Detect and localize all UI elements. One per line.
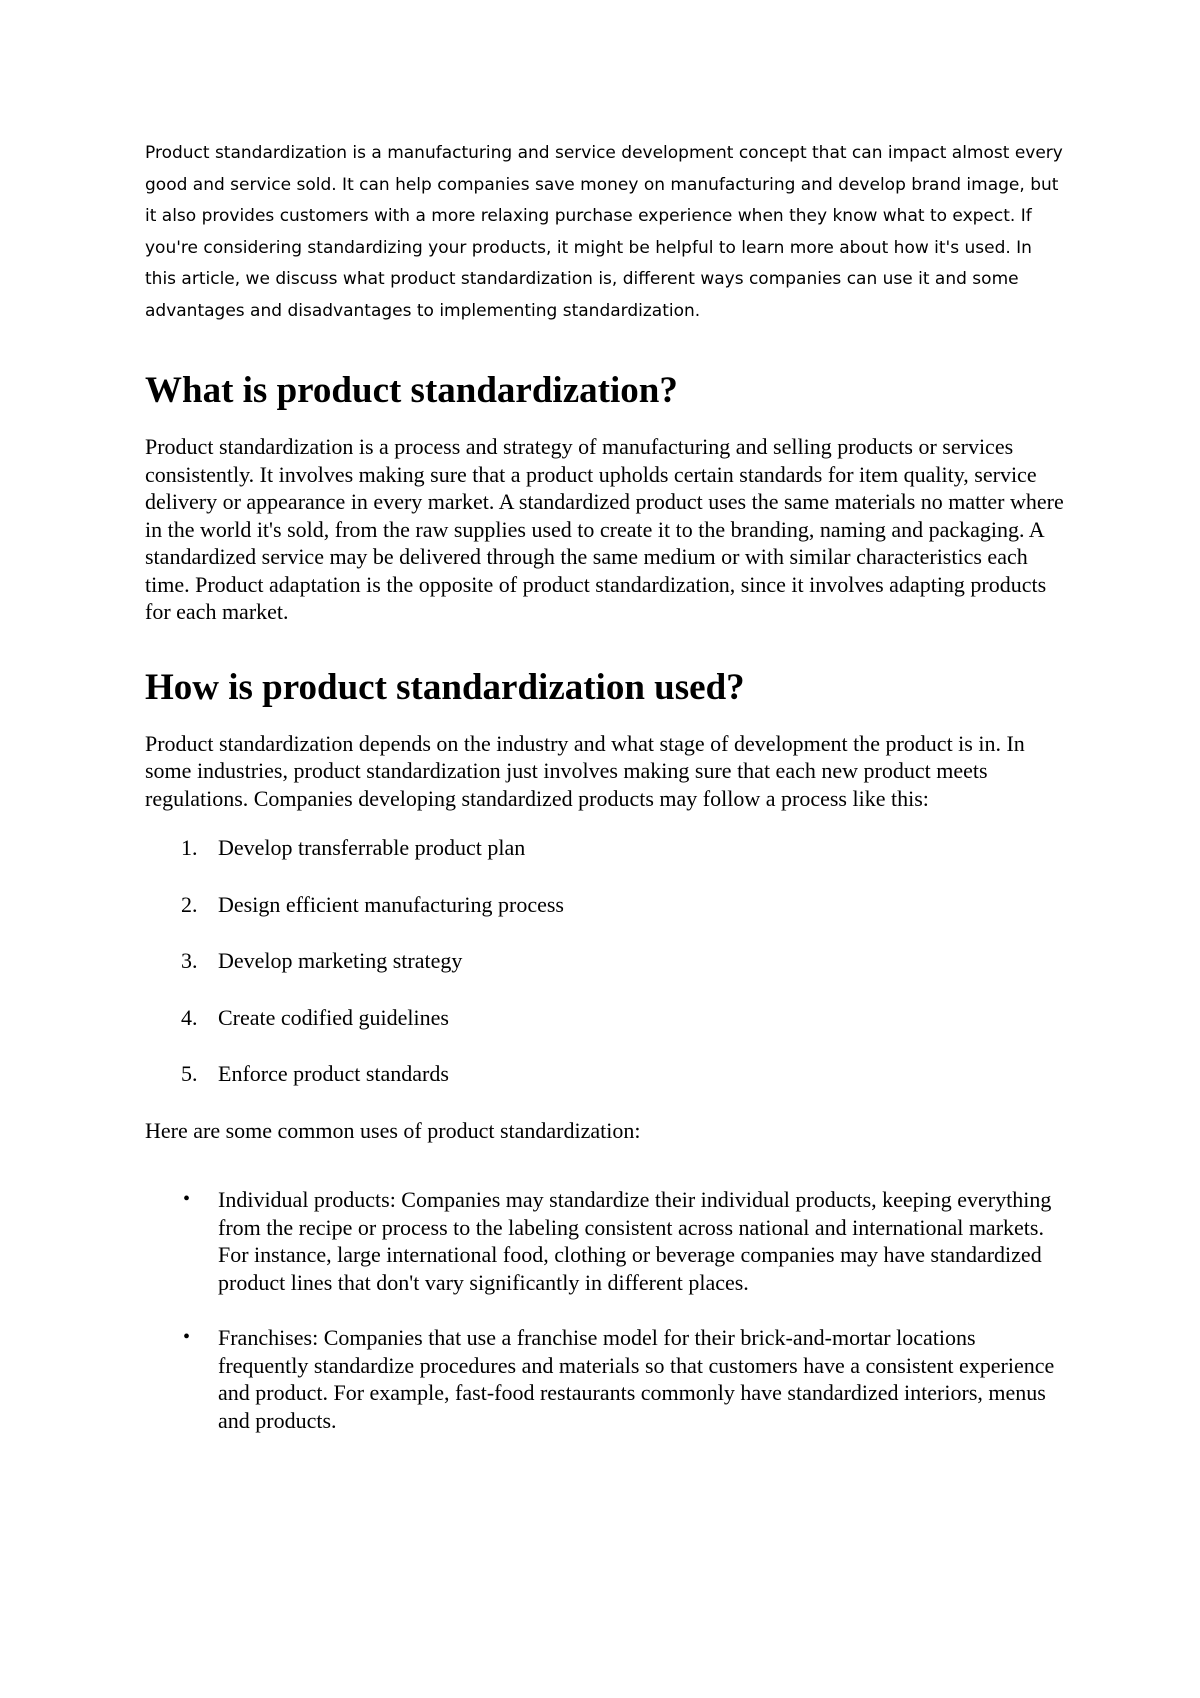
section-heading-how: How is product standardization used? <box>145 666 745 708</box>
list-item-text: Individual products: Companies may standardize their individual products, keeping everything from the recipe or process to the labeling consistent across national and international markets. For instance, large international food, clothing or beverage companies may have standardized product lines that don't vary significantly in different places. <box>218 1187 1052 1295</box>
list-item <box>145 947 1065 975</box>
bullet-icon: • <box>183 1326 191 1348</box>
section-body-what: Product standardization is a process and strategy of manufacturing and selling products or services consistently. It involves making sure that a product upholds certain standards for item quality, service delivery or appearance in every market. A standardized product uses the same materials no matter where in the world it's sold, from the raw supplies used to create it to the branding, naming and packaging. A standardized service may be delivered through the same medium or with similar characteristics each time. Product adaptation is the opposite of product standardization, since it involves adapting products for each market. <box>145 434 1064 624</box>
list-item <box>145 1004 1065 1032</box>
section-body-how: Product standardization depends on the industry and what stage of development the product is in. In some industries, product standardization just involves making sure that each new product meets regulations. Companies developing standardized products may follow a process like this: <box>145 730 1025 811</box>
list-item <box>145 1186 1065 1296</box>
section-heading-what: What is product standardization? <box>145 370 678 411</box>
list-number: 1. <box>181 835 198 860</box>
list-number: 3. <box>181 948 198 973</box>
list-item-text: Franchises: Companies that use a franchise model for their brick-and-mortar locations frequently standardize procedures and materials so that customers have a consistent experience and product. For example, fast-food restaurants commonly have standardized interiors, menus and products. <box>218 1325 1055 1433</box>
list-number: 2. <box>181 891 198 917</box>
list-item-text: Develop transferrable product plan <box>218 835 526 860</box>
list-item <box>145 1324 1065 1434</box>
document-page <box>145 138 1065 1462</box>
intro-paragraph: Product standardization is a manufacturing and service development concept that can impact almost every good and service sold. It can help companies save money on manufacturing and develop brand image, but it also provides customers with a more relaxing purchase experience when they know what to expect. If you're considering standardizing your products, it might be helpful to learn more about how it's used. In this article, we discuss what product standardization is, different ways companies can use it and some advantages and disadvantages to implementing standardization. <box>145 143 1063 321</box>
list-item-text: Design efficient manufacturing process <box>218 891 564 917</box>
list-item-text: Create codified guidelines <box>218 1004 449 1030</box>
uses-intro: Here are some common uses of product standardization: <box>145 1117 641 1143</box>
process-steps-list <box>145 834 1065 1088</box>
list-item-text: Develop marketing strategy <box>218 948 463 973</box>
list-item-text: Enforce product standards <box>218 1061 449 1086</box>
list-item <box>145 891 1065 919</box>
list-number: 4. <box>181 1004 198 1030</box>
list-item <box>145 1060 1065 1088</box>
bullet-icon: • <box>183 1188 191 1210</box>
list-number: 5. <box>181 1061 198 1086</box>
uses-list <box>145 1186 1065 1434</box>
list-item <box>145 834 1065 862</box>
